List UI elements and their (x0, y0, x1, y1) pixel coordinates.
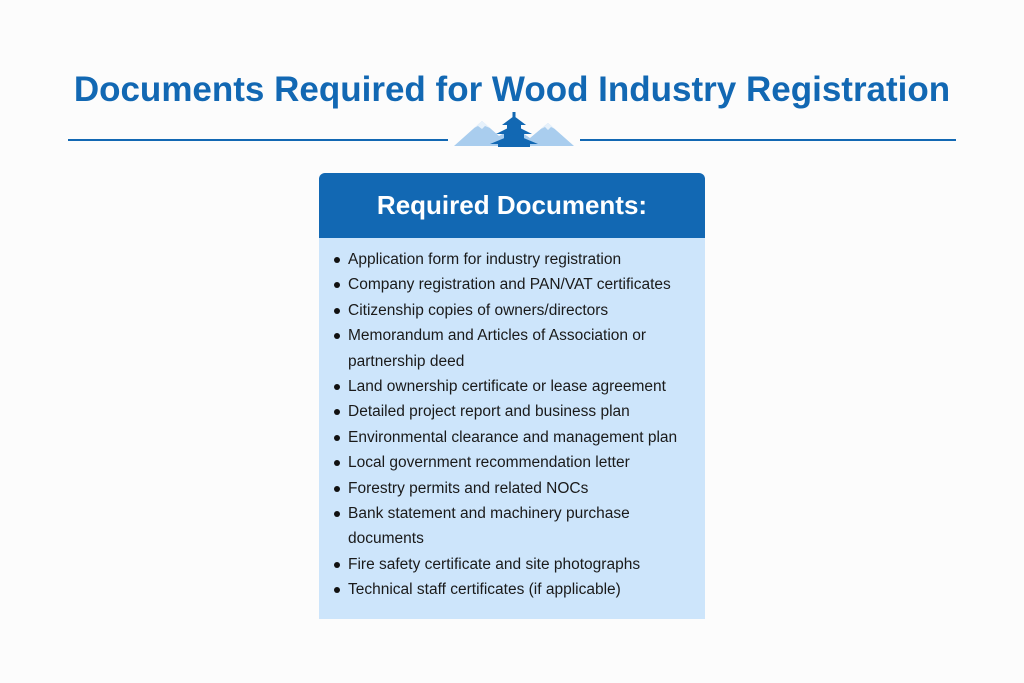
list-item (319, 450, 705, 475)
bullet-icon (334, 308, 340, 314)
list-item (319, 399, 705, 424)
bullet-icon (334, 333, 340, 339)
list-item-text: Detailed project report and business plan (348, 403, 630, 421)
title-divider-right (580, 139, 956, 141)
required-documents-card (319, 173, 705, 619)
bullet-icon (334, 460, 340, 466)
list-item (319, 247, 705, 272)
list-item-text: Fire safety certificate and site photographs (348, 555, 641, 573)
page-title: Documents Required for Wood Industry Registration (73, 70, 951, 109)
list-item-text: Citizenship copies of owners/directors (348, 301, 609, 319)
list-item (319, 374, 705, 399)
bullet-icon (334, 409, 340, 415)
bullet-icon (334, 257, 340, 263)
list-item (319, 577, 705, 602)
list-item (319, 501, 705, 552)
list-item-text: Company registration and PAN/VAT certificates (348, 276, 671, 294)
mountain-pagoda-icon (452, 112, 576, 148)
bullet-icon (334, 384, 340, 390)
list-item (319, 298, 705, 323)
list-item (319, 425, 705, 450)
list-item (319, 272, 705, 297)
list-item (319, 476, 705, 501)
bullet-icon (334, 282, 340, 288)
title-divider-left (68, 139, 448, 141)
bullet-icon (334, 587, 340, 593)
list-item-text: Local government recommendation letter (348, 454, 630, 472)
list-item-text: Technical staff certificates (if applicable) (348, 581, 621, 599)
list-item-text: Forestry permits and related NOCs (348, 479, 589, 497)
list-item-text: Land ownership certificate or lease agreement (348, 378, 666, 396)
list-item-text: Memorandum and Articles of Association or partnership deed (348, 327, 647, 370)
bullet-icon (334, 511, 340, 517)
list-item (319, 552, 705, 577)
list-item-text: Environmental clearance and management plan (348, 428, 678, 446)
card-header: Required Documents: (319, 173, 705, 238)
list-item-text: Bank statement and machinery purchase documents (348, 505, 630, 548)
bullet-icon (334, 562, 340, 568)
bullet-icon (334, 435, 340, 441)
bullet-icon (334, 486, 340, 492)
documents-list (319, 238, 705, 603)
list-item-text: Application form for industry registration (348, 251, 622, 268)
list-item (319, 323, 705, 374)
